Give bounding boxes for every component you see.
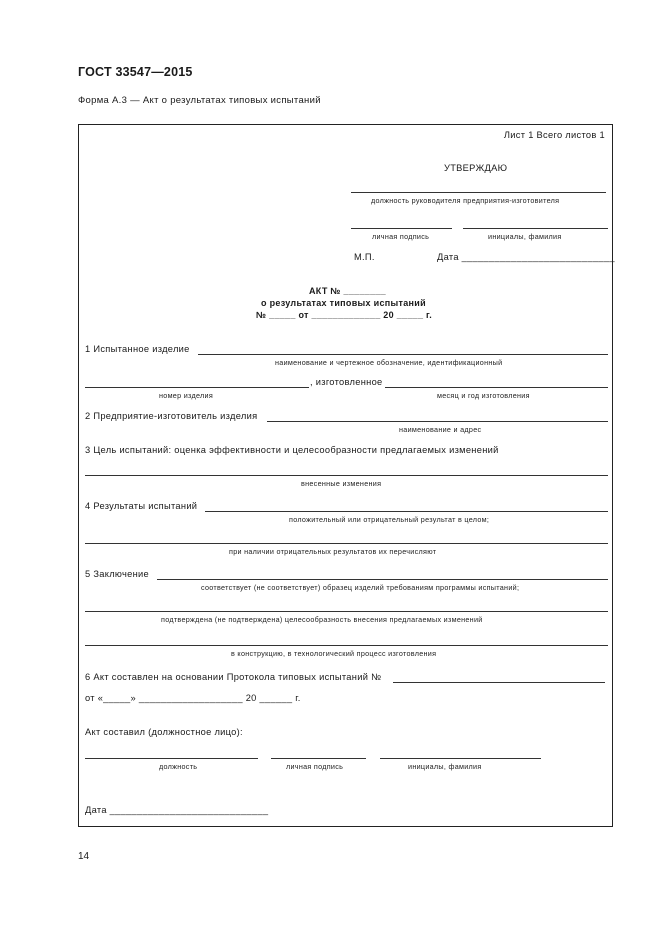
protocol-label: 6 Акт составлен на основании Протокола типовых испытаний № [85,672,382,682]
tested-label: 1 Испытанное изделие [85,344,190,354]
conclusion-hint-3: в конструкцию, в технологический процесс изготовления [231,649,437,658]
goal-text: 3 Цель испытаний: оценка эффективности и целесообразности предлагаемых изменений [85,445,499,455]
signer-initials-hint: инициалы, фамилия [408,762,482,771]
signer-position-line [85,758,258,759]
signer-position-hint: должность [159,762,198,771]
sheet-info: Лист 1 Всего листов 1 [503,130,605,140]
protocol-line [393,682,605,683]
product-no-line [85,387,309,388]
results-line [205,511,608,512]
manufactured-label: , изготовленное [310,377,383,387]
conclusion-line [157,579,608,580]
approval-date: Дата ____________________________ [437,252,615,262]
results-hint: положительный или отрицательный результат в целом; [289,515,490,524]
act-number: АКТ № ________ [309,286,386,296]
approve-heading: УТВЕРЖДАЮ [444,163,508,173]
position-line [351,192,606,193]
goal-line [85,475,608,476]
month-year-hint: месяц и год изготовления [437,391,530,400]
tested-hint: наименование и чертежное обозначение, идентификационный [275,358,503,367]
tested-line [198,354,608,355]
act-date: № _____ от _____________ 20 _____ г. [256,310,432,320]
results-label: 4 Результаты испытаний [85,501,198,511]
conclusion-label: 5 Заключение [85,569,150,579]
stamp-label: М.П. [354,252,375,262]
maker-hint: наименование и адрес [399,425,482,434]
signature-hint: личная подпись [372,232,430,241]
signer-initials-line [380,758,541,759]
form-caption: Форма А.3 — Акт о результатах типовых испытаний [78,95,321,106]
protocol-date: от «_____» ___________________ 20 ______ г. [85,693,301,703]
product-no-hint: номер изделия [159,391,214,400]
signer-signature-line [271,758,366,759]
conclusion-line-2 [85,611,608,612]
conclusion-line-3 [85,645,608,646]
conclusion-hint: соответствует (не соответствует) образец изделий требованиям программы испытаний; [201,583,520,592]
compiled-by: Акт составил (должностное лицо): [85,727,243,737]
position-hint: должность руководителя предприятия-изготовителя [371,196,560,205]
goal-hint: внесенные изменения [301,479,382,488]
results-hint-2: при наличии отрицательных результатов их перечисляют [229,547,437,556]
maker-label: 2 Предприятие-изготовитель изделия [85,411,258,421]
conclusion-hint-2: подтверждена (не подтверждена) целесообразность внесения предлагаемых изменений [161,615,483,624]
maker-line [267,421,608,422]
signature-line [351,228,452,229]
act-subject: о результатах типовых испытаний [261,298,426,308]
form-frame [78,124,613,827]
results-line-2 [85,543,608,544]
initials-hint: инициалы, фамилия [488,232,562,241]
standard-number: ГОСТ 33547—2015 [78,65,193,79]
manufactured-line [385,387,608,388]
page-number: 14 [78,851,90,862]
initials-line [463,228,608,229]
signers-date: Дата _____________________________ [85,805,269,815]
signer-signature-hint: личная подпись [286,762,344,771]
